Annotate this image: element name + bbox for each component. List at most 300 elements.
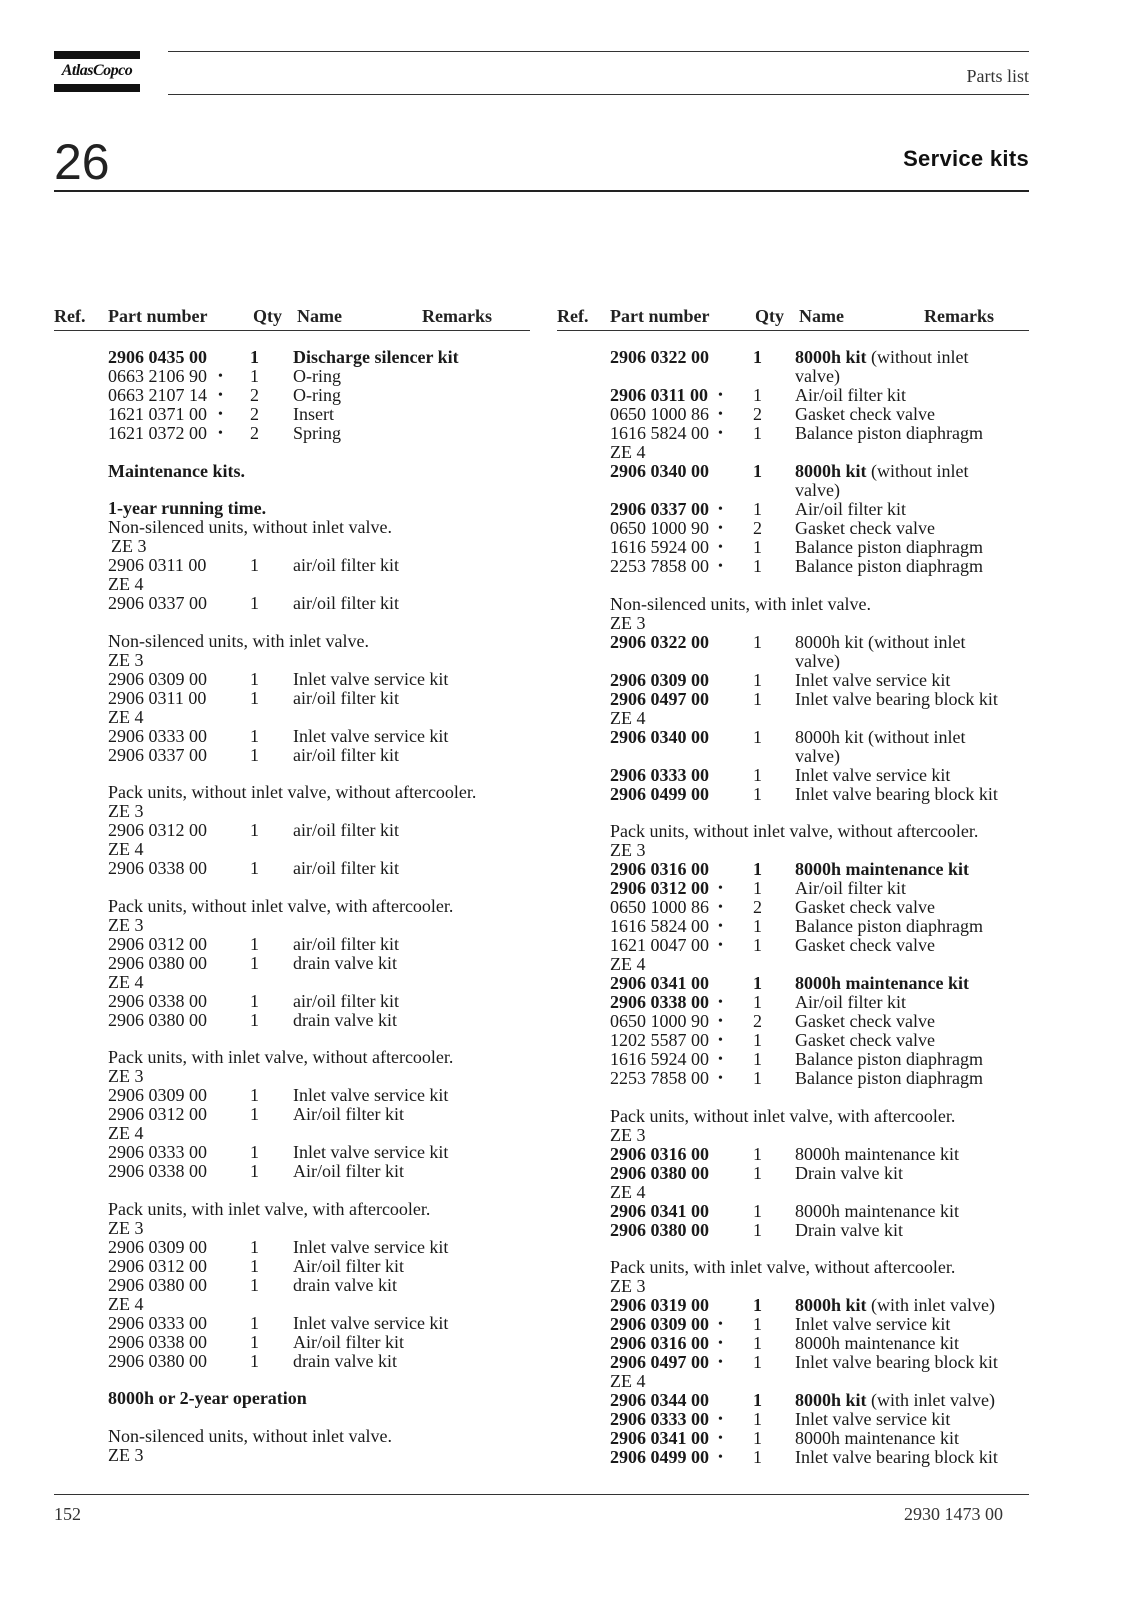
item-name-text: air/oil filter kit — [293, 858, 399, 878]
quantity: 1 — [753, 1352, 762, 1372]
quantity: 2 — [250, 385, 259, 405]
item-name — [795, 728, 966, 747]
table-row — [108, 689, 528, 708]
parts-column-left — [108, 348, 528, 1465]
table-row — [610, 500, 1030, 519]
item-name-text: valve) — [795, 366, 840, 386]
item-name — [293, 348, 459, 367]
col-ref: Ref. — [557, 306, 589, 326]
section-heading-text: Non-silenced units, with inlet valve. — [610, 593, 871, 614]
table-row — [108, 746, 528, 765]
part-number: 2906 0333 00 — [610, 1409, 709, 1429]
bullet-icon: • — [718, 919, 723, 934]
section-heading-text: ZE 4 — [610, 442, 646, 462]
quantity: 1 — [250, 555, 259, 575]
part-number: 2906 0316 00 — [610, 1143, 709, 1164]
table-row — [610, 557, 1030, 576]
quantity: 1 — [250, 1255, 259, 1276]
item-name-text: Gasket check valve — [795, 935, 935, 955]
section-heading — [108, 1219, 528, 1238]
item-name — [293, 821, 399, 840]
quantity: 2 — [753, 1011, 762, 1031]
item-name — [795, 386, 906, 405]
quantity: 1 — [753, 859, 762, 879]
part-number: 2906 0338 00 — [108, 990, 207, 1011]
item-name — [293, 1011, 397, 1030]
quantity: 1 — [753, 1143, 762, 1164]
table-row — [610, 728, 1030, 747]
item-name-text: O-ring — [293, 385, 341, 405]
item-name — [293, 556, 399, 575]
item-name-text: O-ring — [293, 366, 341, 386]
bullet-icon: • — [718, 540, 723, 555]
table-row — [108, 1257, 528, 1276]
item-name-text: air/oil filter kit — [293, 555, 399, 575]
table-row — [108, 424, 528, 443]
spacer — [108, 765, 528, 784]
section-heading-text: Non-silenced units, with inlet valve. — [108, 630, 369, 651]
item-name-text: drain valve kit — [293, 1274, 397, 1295]
item-name — [293, 992, 399, 1011]
part-number: 2906 0312 00 — [108, 820, 207, 840]
table-row — [610, 974, 1030, 993]
col-remarks: Remarks — [422, 306, 492, 326]
item-name-text: air/oil filter kit — [293, 820, 399, 840]
table-row — [610, 1448, 1030, 1467]
bullet-icon: • — [718, 900, 723, 915]
section-heading — [108, 499, 528, 518]
item-name-text: Inlet valve service kit — [795, 1314, 951, 1334]
bullet-icon: • — [718, 881, 723, 896]
section-heading-text: ZE 3 — [108, 649, 144, 670]
item-name — [795, 1202, 959, 1221]
spacer — [108, 878, 528, 897]
item-name — [795, 557, 983, 576]
item-name-text: Inlet valve service kit — [795, 764, 951, 785]
spacer — [610, 804, 1030, 823]
table-row — [610, 405, 1030, 424]
quantity: 1 — [753, 1333, 762, 1353]
document-number: 2930 1473 00 — [904, 1504, 1003, 1524]
table-header-rule-left — [54, 330, 530, 331]
item-name-text: Inlet valve service kit — [293, 668, 449, 689]
item-name — [795, 993, 906, 1012]
item-name — [293, 367, 341, 386]
spacer — [108, 1371, 528, 1390]
section-heading-text: ZE 4 — [108, 971, 144, 992]
quantity: 1 — [753, 556, 762, 576]
section-heading-text: ZE 3 — [108, 1217, 144, 1238]
part-number: 2906 0499 00 — [610, 1447, 709, 1467]
item-name — [293, 954, 397, 973]
item-name-text: Air/oil filter kit — [293, 1104, 404, 1124]
item-name — [293, 1086, 448, 1105]
item-name — [293, 670, 448, 689]
quantity: 1 — [753, 461, 762, 481]
bullet-icon: • — [218, 388, 223, 403]
item-name — [293, 935, 399, 954]
section-heading — [610, 614, 1030, 633]
item-name-text: valve) — [795, 745, 840, 766]
item-name-text: 8000h kit — [795, 347, 867, 367]
quantity: 1 — [250, 1274, 259, 1295]
item-name-text: air/oil filter kit — [293, 990, 399, 1011]
table-row — [610, 1410, 1030, 1429]
item-name — [293, 1276, 397, 1295]
col-part-number: Part number — [610, 306, 710, 326]
item-name — [293, 594, 399, 613]
quantity: 1 — [753, 783, 762, 804]
section-heading-text: ZE 4 — [610, 1371, 646, 1391]
part-number: 1616 5924 00 — [610, 537, 709, 557]
part-number: 2906 0333 00 — [108, 725, 207, 746]
item-name — [795, 860, 969, 879]
part-number: 2906 0341 00 — [610, 973, 709, 993]
section-heading — [610, 709, 1030, 728]
bullet-icon: • — [718, 1033, 723, 1048]
quantity: 1 — [250, 687, 259, 708]
item-name-text: Balance piston diaphragm — [795, 916, 983, 936]
table-row — [108, 727, 528, 746]
item-name-text: drain valve kit — [293, 1009, 397, 1030]
table-row — [610, 1334, 1030, 1353]
part-number: 2253 7858 00 — [610, 1068, 709, 1088]
item-name — [293, 859, 399, 878]
quantity: 1 — [250, 366, 259, 386]
col-qty: Qty — [755, 306, 784, 326]
quantity: 2 — [753, 518, 762, 538]
part-number: 2906 0380 00 — [108, 1350, 207, 1371]
section-heading-text: ZE 4 — [610, 707, 646, 728]
quantity: 1 — [753, 1200, 762, 1221]
section-title: Service kits — [903, 146, 1029, 171]
item-name — [795, 1353, 998, 1372]
table-row — [108, 859, 528, 878]
section-heading-text: Pack units, without inlet valve, with aftercooler. — [610, 1105, 956, 1126]
item-name — [795, 1448, 998, 1467]
section-heading-text: ZE 3 — [610, 1276, 646, 1296]
item-name — [795, 1429, 959, 1448]
item-name-text: Inlet valve service kit — [293, 1236, 449, 1257]
item-name-remark: (without inlet — [866, 347, 969, 367]
quantity: 1 — [250, 1104, 259, 1124]
table-row — [610, 766, 1030, 785]
bullet-icon: • — [718, 995, 723, 1010]
part-number: 0650 1000 86 — [610, 404, 709, 424]
item-name-text: Balance piston diaphragm — [795, 537, 983, 557]
table-row — [108, 1011, 528, 1030]
item-name-text: Air/oil filter kit — [293, 1161, 404, 1181]
section-heading-text: ZE 3 — [111, 536, 147, 556]
item-name-text: Balance piston diaphragm — [795, 556, 983, 576]
quantity: 1 — [753, 1219, 762, 1240]
table-row — [610, 747, 1030, 766]
item-name — [795, 462, 969, 481]
part-number: 2906 0380 00 — [108, 1009, 207, 1030]
section-heading-text: 8000h or 2-year operation — [108, 1388, 307, 1408]
item-name-text: Insert — [293, 404, 334, 424]
quantity: 1 — [250, 990, 259, 1011]
item-name-text: Inlet valve service kit — [293, 725, 449, 746]
table-row — [108, 1276, 528, 1295]
atlas-copco-logo — [54, 51, 140, 93]
quantity: 1 — [753, 1447, 762, 1467]
section-heading — [108, 1446, 528, 1465]
quantity: 1 — [250, 725, 259, 746]
table-header-right — [557, 306, 1029, 330]
part-number: 2906 0333 00 — [610, 764, 709, 785]
item-name — [795, 671, 950, 690]
item-name-text: 8000h kit — [795, 1390, 867, 1410]
section-heading-text: Pack units, without inlet valve, without aftercooler. — [610, 821, 979, 841]
quantity: 1 — [753, 499, 762, 519]
item-name — [795, 424, 983, 443]
item-name — [293, 386, 341, 405]
quantity: 1 — [250, 820, 259, 840]
table-row — [108, 1314, 528, 1333]
quantity: 1 — [753, 992, 762, 1012]
item-name — [795, 1050, 983, 1069]
item-name — [795, 1315, 950, 1334]
table-row — [108, 1143, 528, 1162]
item-name-text: Air/oil filter kit — [293, 1331, 404, 1352]
item-name — [795, 481, 840, 500]
part-number: 2906 0435 00 — [108, 347, 207, 367]
quantity: 1 — [250, 1331, 259, 1352]
header-title: Parts list — [966, 66, 1029, 86]
item-name — [795, 1410, 950, 1429]
part-number: 1616 5824 00 — [610, 423, 709, 443]
item-name-text: valve) — [795, 650, 840, 671]
part-number: 2906 0311 00 — [610, 385, 709, 405]
item-name-text: Inlet valve service kit — [293, 1312, 449, 1333]
col-ref: Ref. — [54, 306, 86, 326]
item-name-text: valve) — [795, 480, 840, 500]
table-row — [610, 462, 1030, 481]
table-row — [610, 1050, 1030, 1069]
quantity: 1 — [753, 423, 762, 443]
table-row — [108, 367, 528, 386]
section-heading — [610, 1277, 1030, 1296]
part-number: 2906 0337 00 — [610, 499, 709, 519]
quantity: 1 — [753, 688, 762, 709]
item-name — [795, 500, 906, 519]
item-name-text: Balance piston diaphragm — [795, 1049, 983, 1069]
section-heading-text: Pack units, with inlet valve, with aftercooler. — [108, 1198, 431, 1219]
item-name — [795, 1145, 959, 1164]
table-row — [610, 1202, 1030, 1221]
bullet-icon: • — [718, 426, 723, 441]
part-number: 2906 0312 00 — [108, 933, 207, 954]
quantity: 1 — [753, 1049, 762, 1069]
quantity: 1 — [753, 935, 762, 955]
part-number: 2906 0309 00 — [108, 668, 207, 689]
item-name-text: 8000h maintenance kit — [795, 859, 970, 879]
table-row — [610, 1031, 1030, 1050]
table-row — [610, 1353, 1030, 1372]
quantity: 1 — [250, 744, 259, 765]
item-name — [293, 1105, 404, 1124]
section-heading-text: ZE 4 — [108, 574, 144, 594]
item-name-text: Discharge silencer kit — [293, 347, 459, 367]
item-name — [795, 652, 840, 671]
part-number: 2906 0309 00 — [610, 1314, 709, 1334]
table-row — [108, 821, 528, 840]
item-name — [795, 898, 935, 917]
part-number: 2906 0338 00 — [108, 858, 207, 878]
col-part-number: Part number — [108, 306, 208, 326]
table-header-rule-right — [557, 330, 1029, 331]
item-name — [293, 1238, 448, 1257]
item-name-text: Inlet valve bearing block kit — [795, 1352, 998, 1372]
part-number: 1621 0371 00 — [108, 404, 207, 424]
item-name-text: drain valve kit — [293, 1350, 397, 1371]
table-row — [610, 1429, 1030, 1448]
table-row — [610, 1145, 1030, 1164]
part-number: 2906 0333 00 — [108, 1142, 207, 1162]
table-row — [610, 481, 1030, 500]
part-number: 2906 0312 00 — [108, 1255, 207, 1276]
quantity: 1 — [250, 347, 259, 367]
part-number: 1202 5587 00 — [610, 1030, 709, 1050]
part-number: 1621 0047 00 — [610, 935, 709, 955]
item-name — [293, 1143, 448, 1162]
part-number: 2906 0380 00 — [610, 1162, 709, 1183]
parts-column-right — [610, 348, 1030, 1467]
item-name-text: 8000h maintenance kit — [795, 1200, 959, 1221]
part-number: 2906 0344 00 — [610, 1390, 709, 1410]
table-row — [108, 405, 528, 424]
item-name-text: Inlet valve service kit — [795, 669, 951, 690]
part-number: 2253 7858 00 — [610, 556, 709, 576]
table-row — [610, 1221, 1030, 1240]
table-row — [610, 860, 1030, 879]
item-name — [795, 1164, 903, 1183]
part-number: 2906 0340 00 — [610, 461, 709, 481]
item-name-text: Gasket check valve — [795, 897, 935, 917]
header-rule-bottom — [168, 94, 1029, 95]
part-number: 2906 0499 00 — [610, 783, 709, 804]
section-heading — [108, 1427, 528, 1446]
table-row — [610, 633, 1030, 652]
quantity: 1 — [753, 916, 762, 936]
table-row — [610, 1296, 1030, 1315]
item-name-text: 8000h maintenance kit — [795, 1428, 959, 1448]
bullet-icon: • — [718, 407, 723, 422]
section-heading-text: Pack units, with inlet valve, without aftercooler. — [108, 1047, 454, 1067]
table-row — [108, 594, 528, 613]
section-heading — [108, 897, 528, 916]
part-number: 2906 0311 00 — [108, 687, 207, 708]
part-number: 2906 0312 00 — [108, 1104, 207, 1124]
section-heading — [108, 1200, 528, 1219]
section-heading — [610, 595, 1030, 614]
quantity: 1 — [250, 1085, 259, 1105]
section-heading — [108, 1124, 528, 1143]
part-number: 2906 0309 00 — [108, 1236, 207, 1257]
part-number: 2906 0322 00 — [610, 347, 709, 367]
section-heading-text: ZE 4 — [108, 839, 144, 859]
item-name — [293, 746, 399, 765]
table-row — [108, 1086, 528, 1105]
spacer — [610, 1240, 1030, 1259]
quantity: 1 — [753, 726, 762, 747]
part-number: 2906 0338 00 — [610, 992, 709, 1012]
bullet-icon: • — [718, 1431, 723, 1446]
col-name: Name — [799, 306, 844, 326]
quantity: 1 — [250, 593, 259, 613]
section-heading — [108, 783, 528, 802]
table-row — [610, 519, 1030, 538]
part-number: 2906 0311 00 — [108, 555, 207, 575]
part-number: 2906 0338 00 — [108, 1331, 207, 1352]
bullet-icon: • — [718, 1355, 723, 1370]
section-heading-text: ZE 3 — [610, 1124, 646, 1145]
section-heading-text: ZE 4 — [610, 954, 646, 974]
part-number: 0650 1000 90 — [610, 1011, 709, 1031]
item-name-text: Gasket check valve — [795, 1011, 935, 1031]
item-name-remark: (without inlet — [866, 461, 969, 481]
section-heading — [610, 841, 1030, 860]
item-name — [293, 1314, 448, 1333]
section-heading-text: ZE 4 — [108, 706, 144, 727]
part-number: 0663 2107 14 — [108, 385, 207, 405]
item-name — [293, 689, 399, 708]
table-row — [610, 936, 1030, 955]
quantity: 1 — [753, 1162, 762, 1183]
bullet-icon: • — [218, 426, 223, 441]
table-row — [108, 1238, 528, 1257]
table-row — [610, 386, 1030, 405]
bullet-icon: • — [718, 502, 723, 517]
table-row — [610, 1069, 1030, 1088]
part-number: 2906 0338 00 — [108, 1161, 207, 1181]
quantity: 1 — [753, 1295, 762, 1315]
table-row — [610, 898, 1030, 917]
item-name-text: air/oil filter kit — [293, 593, 399, 613]
item-name-text: Drain valve kit — [795, 1219, 903, 1240]
item-name-text: Balance piston diaphragm — [795, 1068, 983, 1088]
part-number: 1621 0372 00 — [108, 423, 207, 443]
section-heading — [108, 1067, 528, 1086]
table-row — [610, 879, 1030, 898]
table-row — [610, 652, 1030, 671]
section-heading — [108, 651, 528, 670]
section-heading-text: Pack units, with inlet valve, without aftercooler. — [610, 1257, 956, 1277]
item-name — [795, 1069, 983, 1088]
quantity: 1 — [753, 1428, 762, 1448]
quantity: 1 — [753, 669, 762, 690]
section-heading — [610, 822, 1030, 841]
quantity: 1 — [753, 1314, 762, 1334]
section-heading-text: ZE 4 — [108, 1123, 144, 1143]
item-name-text: 8000h kit — [795, 1295, 867, 1315]
item-name-text: Balance piston diaphragm — [795, 423, 983, 443]
table-row — [108, 954, 528, 973]
item-name-text: drain valve kit — [293, 952, 397, 973]
item-name-text: Air/oil filter kit — [293, 1255, 404, 1276]
quantity: 1 — [753, 1409, 762, 1429]
bullet-icon: • — [718, 1450, 723, 1465]
quantity: 1 — [753, 631, 762, 652]
table-row — [108, 935, 528, 954]
item-name — [293, 405, 334, 424]
item-name-text: Air/oil filter kit — [795, 499, 906, 519]
spacer — [108, 1030, 528, 1049]
item-name — [293, 1333, 404, 1352]
part-number: 2906 0380 00 — [108, 1274, 207, 1295]
item-name — [795, 917, 983, 936]
